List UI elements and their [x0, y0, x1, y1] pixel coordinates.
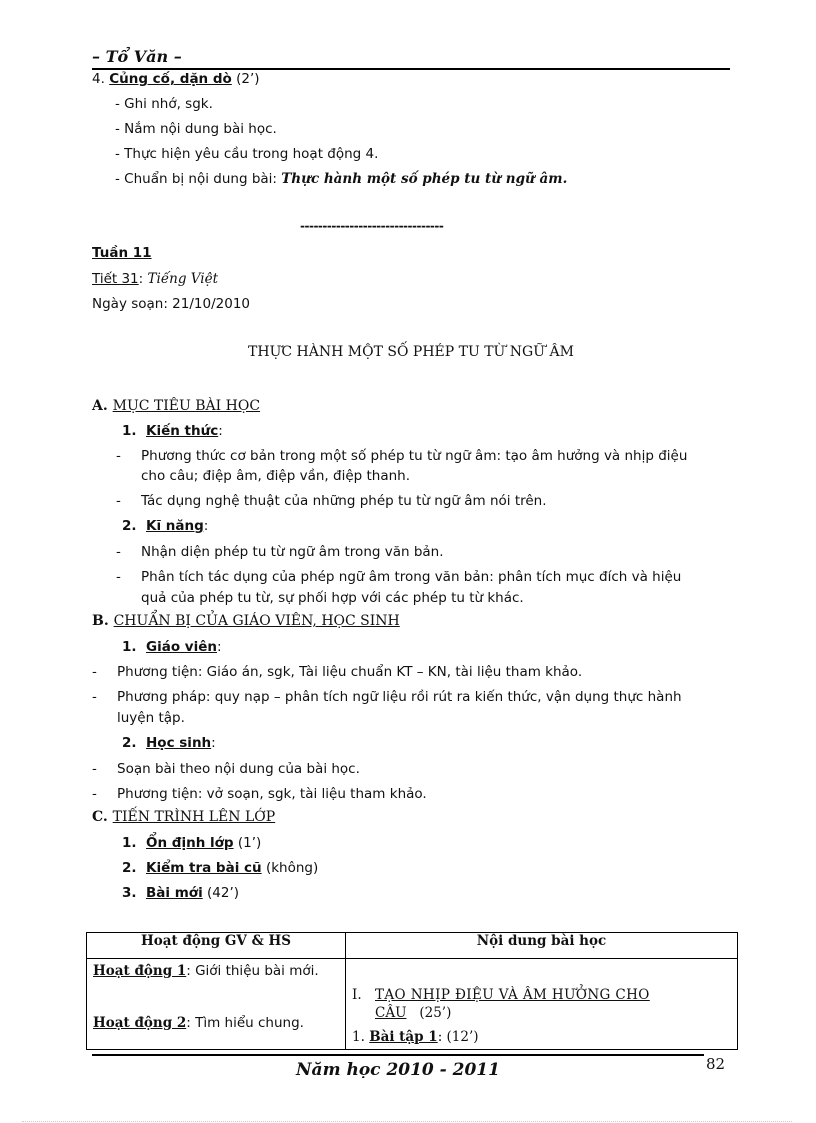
table-row [87, 959, 738, 1050]
table-header-row [87, 933, 738, 959]
step-title: Ổn định lớp [146, 835, 234, 851]
week-label: Tuần 11 [92, 245, 152, 261]
sectionB-sub1 [122, 639, 222, 655]
sectionB-sub2 [122, 735, 216, 751]
sectionC-letter: C. [92, 809, 108, 825]
step-note: (không) [261, 860, 319, 876]
period-colon: : [138, 271, 148, 287]
section4-heading [92, 71, 260, 87]
sub-colon: : [217, 639, 222, 655]
bullet-dash: - [116, 448, 121, 464]
section4-prepare [115, 171, 567, 187]
step-title: Bài mới [146, 885, 203, 901]
list-item: Phân tích tác dụng của phép ngữ âm trong văn bản: phân tích mục đích và hiệu [141, 569, 682, 585]
step-number: 1. [122, 835, 137, 851]
activity-2-label: Hoạt động 2 [93, 1015, 187, 1031]
sectionB-title: CHUẨN BỊ CỦA GIÁO VIÊN, HỌC SINH [113, 613, 400, 629]
sub-title: Giáo viên [146, 639, 217, 655]
sub-number: 1. [122, 423, 137, 439]
page-number: 82 [706, 1055, 726, 1073]
bullet-dash: - [92, 761, 97, 777]
list-item-cont: quả của phép tu từ, sự phối hợp với các phép tu từ khác. [141, 590, 524, 606]
activity-1-text: : Giới thiệu bài mới. [186, 963, 319, 979]
sectionC-title: TIẾN TRÌNH LÊN LỚP [112, 809, 276, 825]
sub-colon: : [203, 518, 209, 534]
sub-colon: : [218, 423, 223, 439]
list-item: Phương tiện: vở soạn, sgk, tài liệu tham khảo. [117, 786, 427, 802]
section4-item: - Nắm nội dung bài học. [115, 121, 277, 137]
section4-item: - Thực hiện yêu cầu trong hoạt động 4. [115, 146, 379, 162]
step-number: 3. [122, 885, 137, 901]
activity-2 [93, 1015, 304, 1031]
period-subject: Tiếng Việt [147, 271, 218, 287]
sub-title: Học sinh [146, 735, 212, 751]
content-section-1-cont [375, 1005, 451, 1021]
activity-1 [93, 963, 319, 979]
step-number: 2. [122, 860, 137, 876]
sectionA-heading [92, 398, 260, 414]
sectionC-step [122, 860, 318, 876]
page-bottom-divider [22, 1121, 792, 1122]
content-section-1 [352, 987, 650, 1003]
list-item: Phương thức cơ bản trong một số phép tu từ ngữ âm: tạo âm hưởng và nhịp điệu [141, 448, 688, 464]
prepare-prefix: - Chuẩn bị nội dung bài: [115, 171, 282, 187]
prep-date: Ngày soạn: 21/10/2010 [92, 296, 250, 312]
bullet-dash: - [92, 664, 97, 680]
header-rule [92, 68, 730, 70]
footer-rule [92, 1054, 704, 1056]
sectionC-step [122, 835, 261, 851]
sub-title: Kiến thức [146, 423, 219, 439]
bullet-dash: - [116, 493, 121, 509]
step-title: Kiểm tra bài cũ [146, 860, 262, 876]
sectionC-step [122, 885, 239, 901]
exercise-1 [352, 1029, 479, 1045]
content-roman: I. [352, 987, 362, 1003]
activity-1-label: Hoạt động 1 [93, 963, 187, 979]
sectionC-heading [92, 809, 275, 825]
content-heading-time: (25’) [419, 1005, 452, 1021]
bullet-dash: - [116, 569, 121, 585]
section4-number: 4. [92, 71, 105, 87]
content-cell [346, 959, 738, 1050]
step-note: (42’) [202, 885, 239, 901]
section4-title: Củng cố, dặn dò [109, 71, 232, 87]
sectionA-letter: A. [92, 398, 108, 414]
sectionA-sub2 [122, 518, 208, 534]
bullet-dash: - [116, 544, 121, 560]
section4-time: (2’) [236, 71, 260, 87]
sectionB-letter: B. [92, 613, 109, 629]
list-item-cont: luyện tập. [117, 710, 185, 726]
prepare-title: Thực hành một số phép tu từ ngữ âm. [281, 171, 568, 187]
sub-number: 2. [122, 735, 137, 751]
exercise-number: 1. [352, 1029, 365, 1045]
list-item: Phương pháp: quy nạp – phân tích ngữ liệu rồi rút ra kiến thức, vận dụng thực hành [117, 689, 682, 705]
sub-colon: : [211, 735, 216, 751]
bullet-dash: - [92, 786, 97, 802]
section4-item: - Ghi nhớ, sgk. [115, 96, 213, 112]
sub-title: Kĩ năng [146, 518, 204, 534]
activity-cell [87, 959, 346, 1050]
sectionA-sub1 [122, 423, 223, 439]
sectionB-heading [92, 613, 400, 629]
step-note: (1’) [233, 835, 262, 851]
section-divider: -------------------------------- [300, 219, 444, 233]
period-line [92, 271, 218, 287]
content-heading-line1: TẠO NHỊP ĐIỆU VÀ ÂM HƯỞNG CHO [375, 987, 650, 1003]
exercise-time: : (12’) [437, 1029, 479, 1045]
sectionA-title: MỤC TIÊU BÀI HỌC [112, 398, 261, 414]
col-activity-header: Hoạt động GV & HS [87, 933, 346, 959]
content-heading-line2: CÂU [375, 1005, 407, 1021]
period-label: Tiết 31 [92, 271, 139, 287]
lesson-table [86, 932, 738, 1050]
list-item: Nhận diện phép tu từ ngữ âm trong văn bản. [141, 544, 444, 560]
activity-2-text: : Tìm hiểu chung. [186, 1015, 304, 1031]
col-content-header: Nội dung bài học [346, 933, 738, 959]
list-item: Tác dụng nghệ thuật của những phép tu từ ngữ âm nói trên. [141, 493, 547, 509]
exercise-label: Bài tập 1 [369, 1029, 438, 1045]
bullet-dash: - [92, 689, 97, 705]
sub-number: 1. [122, 639, 137, 655]
list-item: Phương tiện: Giáo án, sgk, Tài liệu chuẩn KT – KN, tài liệu tham khảo. [117, 664, 583, 680]
sub-number: 2. [122, 518, 137, 534]
lesson-title: THỰC HÀNH MỘT SỐ PHÉP TU TỪ NGỮ ÂM [248, 344, 574, 360]
header-subject: – Tổ Văn – [92, 47, 182, 66]
footer-school-year: Năm học 2010 - 2011 [296, 1060, 500, 1078]
list-item: Soạn bài theo nội dung của bài học. [117, 761, 360, 777]
list-item-cont: cho câu; điệp âm, điệp vần, điệp thanh. [141, 468, 411, 484]
